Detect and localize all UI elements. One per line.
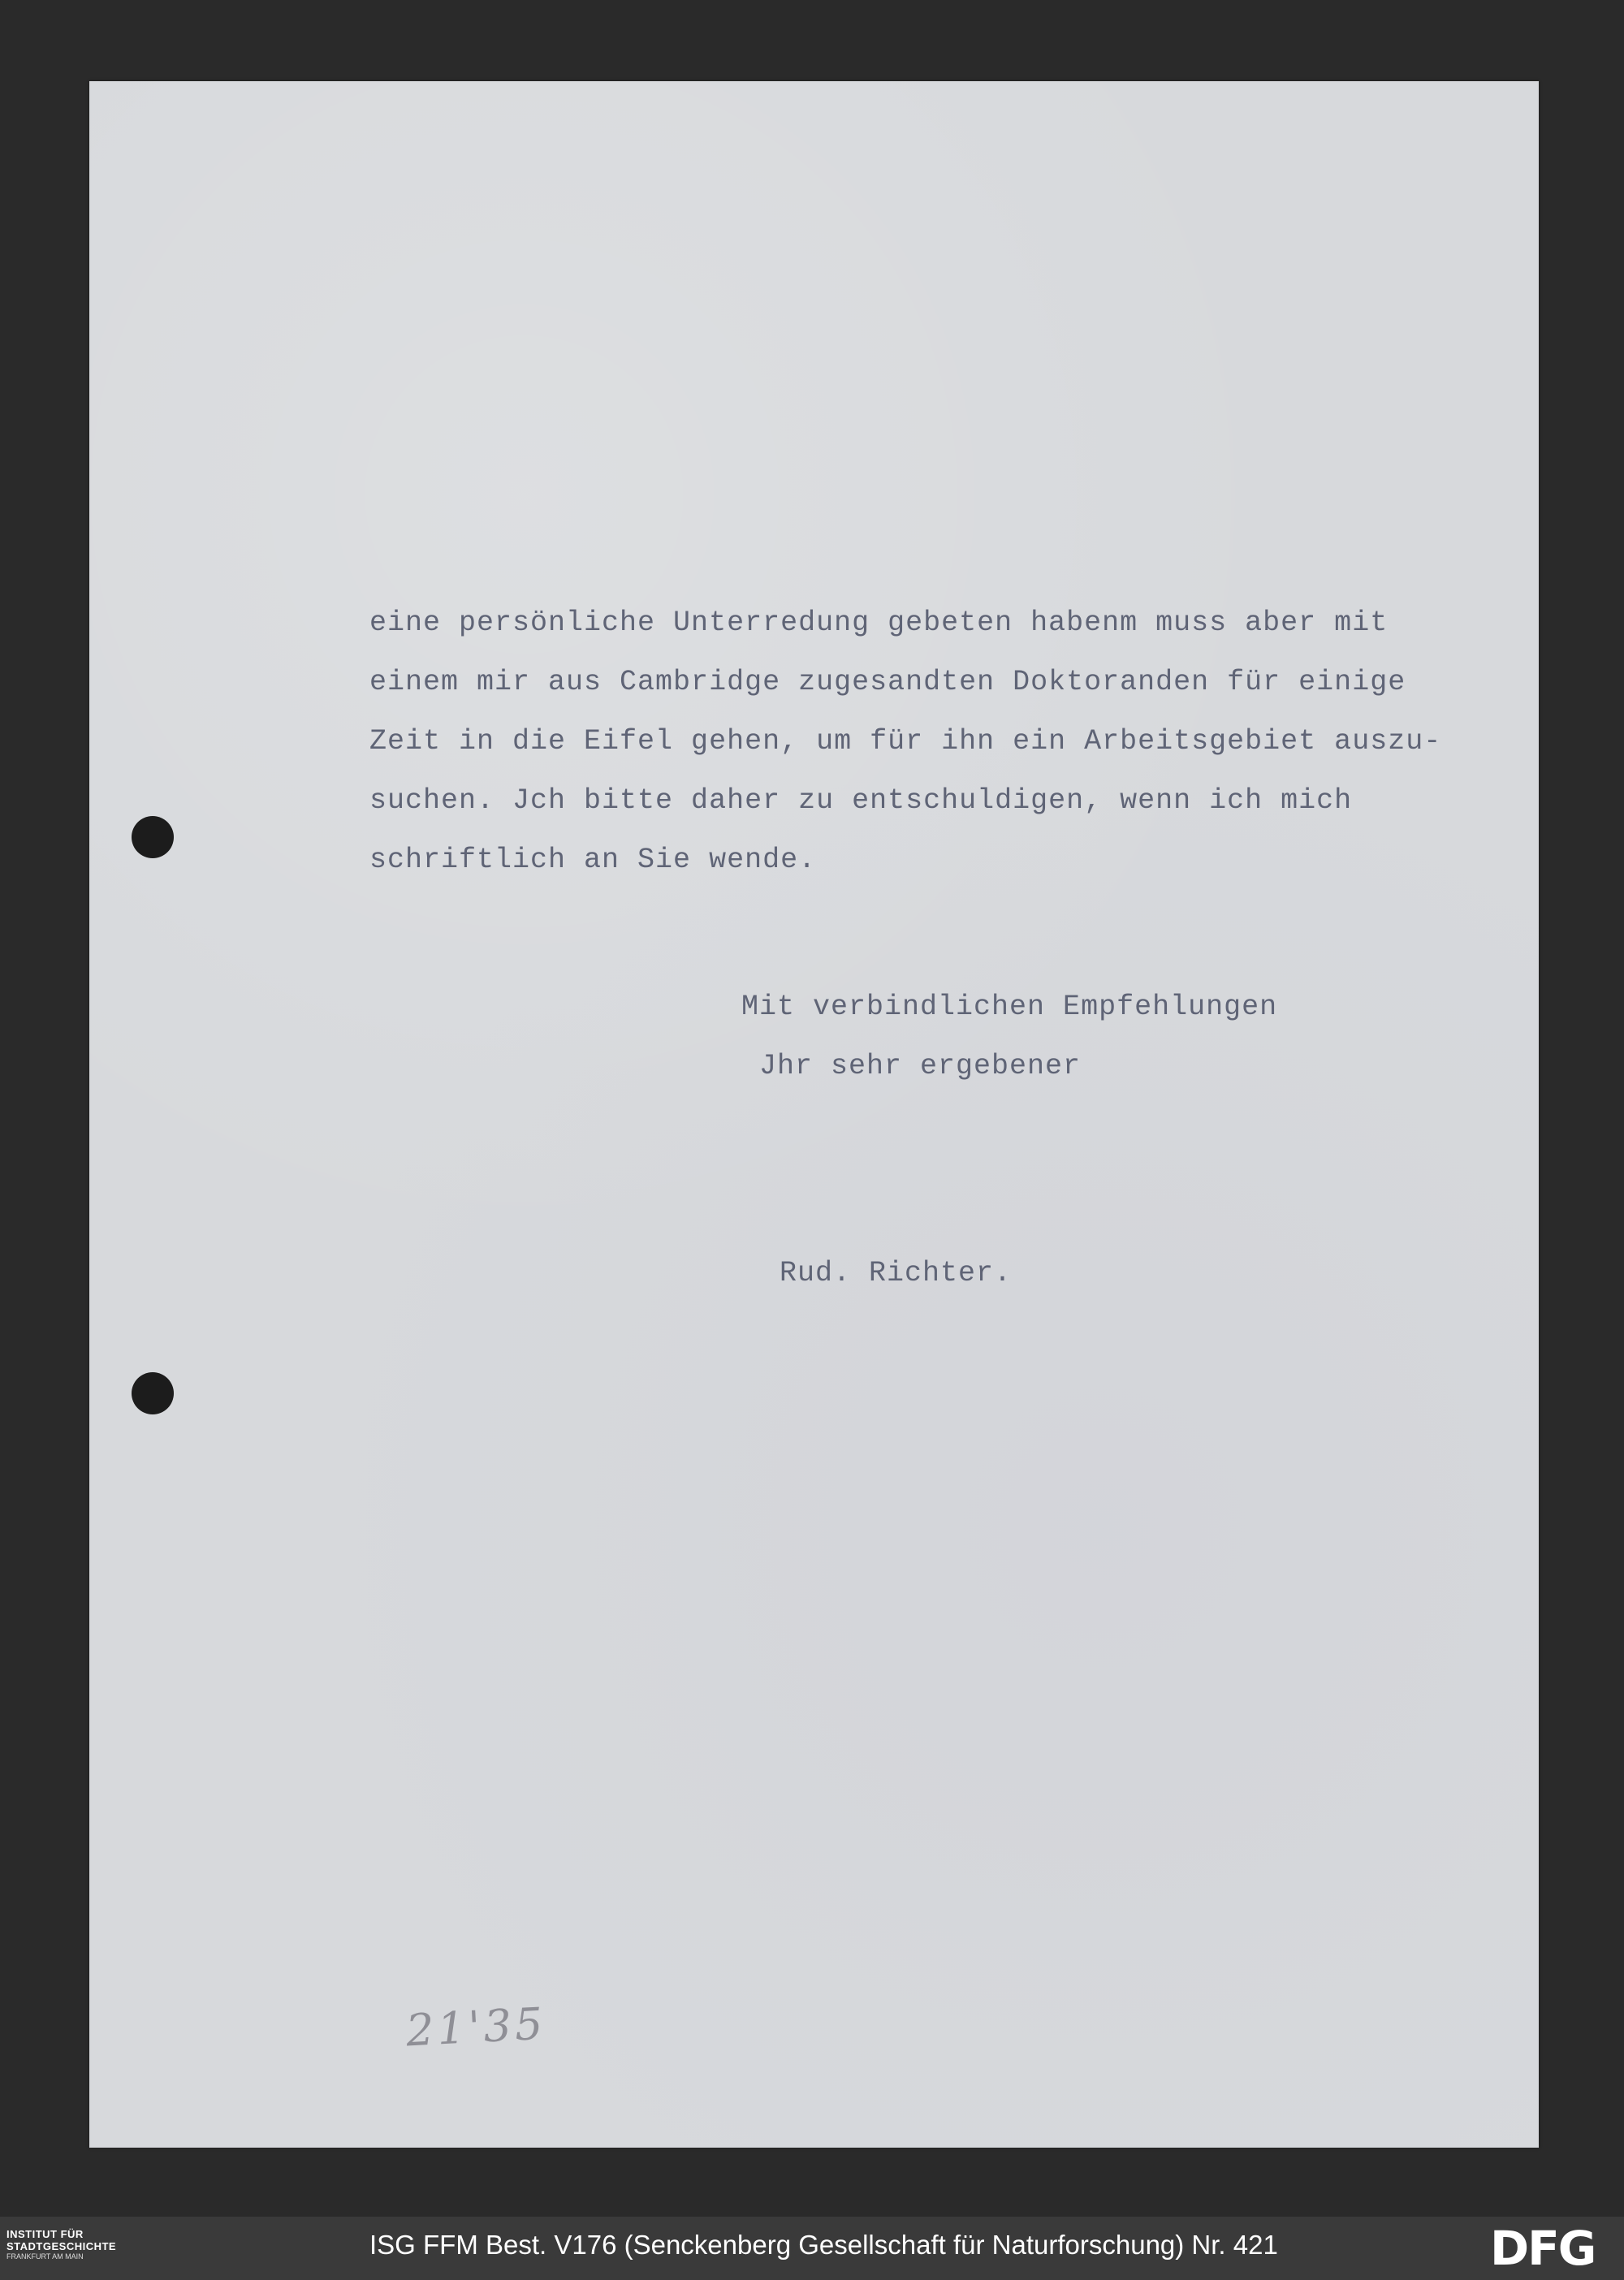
institute-logo-line3: FRANKFURT AM MAIN: [6, 2252, 84, 2261]
signature: Rud. Richter.: [780, 1257, 1013, 1289]
punch-hole-top: [132, 816, 174, 858]
body-line-2: einem mir aus Cambridge zugesandten Doktoranden für einige: [369, 666, 1406, 698]
institute-logo-line2: STADTGESCHICHTE: [6, 2240, 117, 2252]
footer-bar: [0, 2217, 1624, 2280]
punch-hole-bottom: [132, 1372, 174, 1414]
body-line-1: eine persönliche Unterredung gebeten habenm muss aber mit: [369, 607, 1389, 639]
institute-logo: [6, 2228, 145, 2261]
dfg-logo: DFG: [1490, 2221, 1596, 2276]
body-line-3: Zeit in die Eifel gehen, um für ihn ein Arbeitsgebiet auszu-: [369, 725, 1442, 758]
closing-line-2: Jhr sehr ergebener: [759, 1050, 1082, 1082]
body-line-4: suchen. Jch bitte daher zu entschuldigen, wenn ich mich: [369, 784, 1353, 817]
archive-caption: ISG FFM Best. V176 (Senckenberg Gesellschaft für Naturforschung) Nr. 421: [369, 2230, 1278, 2260]
pencil-note: 21'35: [404, 1997, 547, 2057]
institute-logo-line1: INSTITUT FÜR: [6, 2228, 84, 2240]
body-line-5: schriftlich an Sie wende.: [369, 844, 817, 876]
closing-line-1: Mit verbindlichen Empfehlungen: [741, 991, 1278, 1023]
letter-page: [89, 81, 1539, 2148]
